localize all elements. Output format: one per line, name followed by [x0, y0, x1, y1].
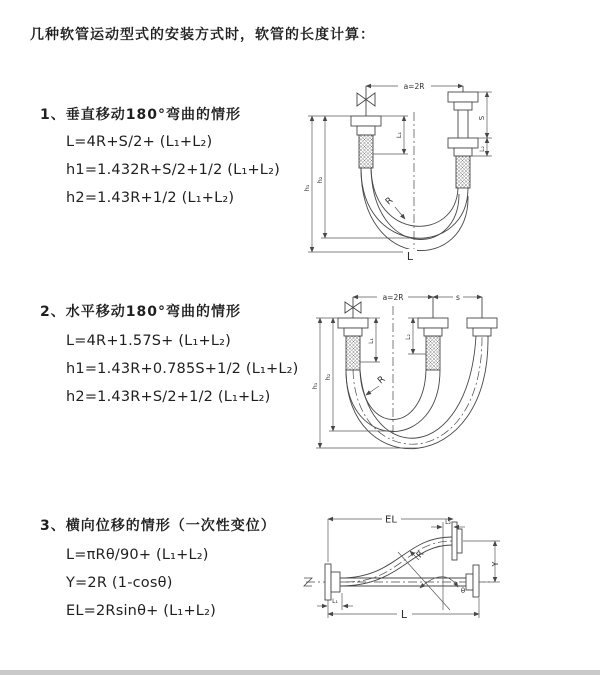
section-2-formulas	[66, 327, 299, 411]
braid-section	[359, 135, 373, 168]
braid-section	[426, 336, 440, 370]
section-3-heading: 3、横向位移的情形（一次性变位）	[40, 518, 276, 534]
formula-line: L=4R+1.57S+ (L₁+L₂)	[66, 333, 231, 349]
formula-line: L=4R+S/2+ (L₁+L₂)	[66, 134, 213, 150]
dim-label-s: S	[478, 115, 486, 121]
braid-section	[346, 336, 360, 370]
formula-line: L=πRθ/90+ (L₁+L₂)	[66, 547, 209, 563]
dim-label-y: Y	[491, 561, 500, 567]
diagram-vertical-180-bend	[298, 66, 550, 264]
section-3-formulas	[66, 541, 216, 625]
dim-label-l2: L₂	[479, 146, 486, 152]
section-1-heading: 1、垂直移动180°弯曲的情形	[40, 107, 241, 123]
section-1-formulas	[66, 128, 280, 212]
dim-label-r: R	[414, 549, 427, 561]
dim-label-l1: L₁	[332, 598, 338, 605]
dim-label-h2: h₂	[324, 373, 332, 381]
formula-line: h1=1.432R+S/2+1/2 (L₁+L₂)	[66, 162, 280, 178]
pipe-fittings	[338, 318, 497, 336]
dim-label-r: R	[383, 195, 396, 208]
formula-line: Y=2R (1-cosθ)	[66, 575, 173, 591]
dim-label-a2r: a=2R	[382, 293, 404, 302]
braid-section	[456, 156, 470, 188]
dim-label-theta: θ	[460, 587, 466, 595]
dim-label-h1: h₁	[311, 382, 319, 390]
dim-label-h2: h₂	[316, 176, 324, 184]
dim-label-l1: L₁	[395, 131, 403, 139]
diagram-lateral-displacement	[298, 492, 600, 642]
dim-label-l2: L₂	[405, 334, 412, 340]
dim-label-l1: L₁	[368, 338, 375, 344]
formula-line: h2=1.43R+S/2+1/2 (L₁+L₂)	[66, 389, 271, 405]
page-title: 几种软管运动型式的安装方式时，软管的长度计算：	[30, 27, 375, 43]
dimension-lines	[317, 519, 500, 618]
scan-edge-strip	[0, 670, 600, 675]
construction-lines	[398, 522, 450, 610]
dim-label-r: R	[376, 374, 388, 387]
dim-label-h1: h₁	[303, 184, 311, 192]
diagram-horizontal-180-bend	[308, 282, 600, 454]
pipe-fittings	[325, 522, 479, 600]
dim-label-el: EL	[385, 514, 397, 526]
dim-label-l: L	[406, 250, 414, 263]
dim-label-s: s	[456, 293, 460, 302]
formula-line: EL=2Rsinθ+ (L₁+L₂)	[66, 603, 216, 619]
hose-curves	[361, 86, 468, 258]
formula-line: h1=1.43R+0.785S+1/2 (L₁+L₂)	[66, 361, 299, 377]
dim-label-l2: L₂	[445, 519, 451, 526]
dim-label-a2r: a=2R	[403, 82, 425, 91]
dim-label-l: L	[400, 608, 408, 621]
section-2-heading: 2、水平移动180°弯曲的情形	[40, 304, 241, 320]
formula-line: h2=1.43R+1/2 (L₁+L₂)	[66, 190, 235, 206]
